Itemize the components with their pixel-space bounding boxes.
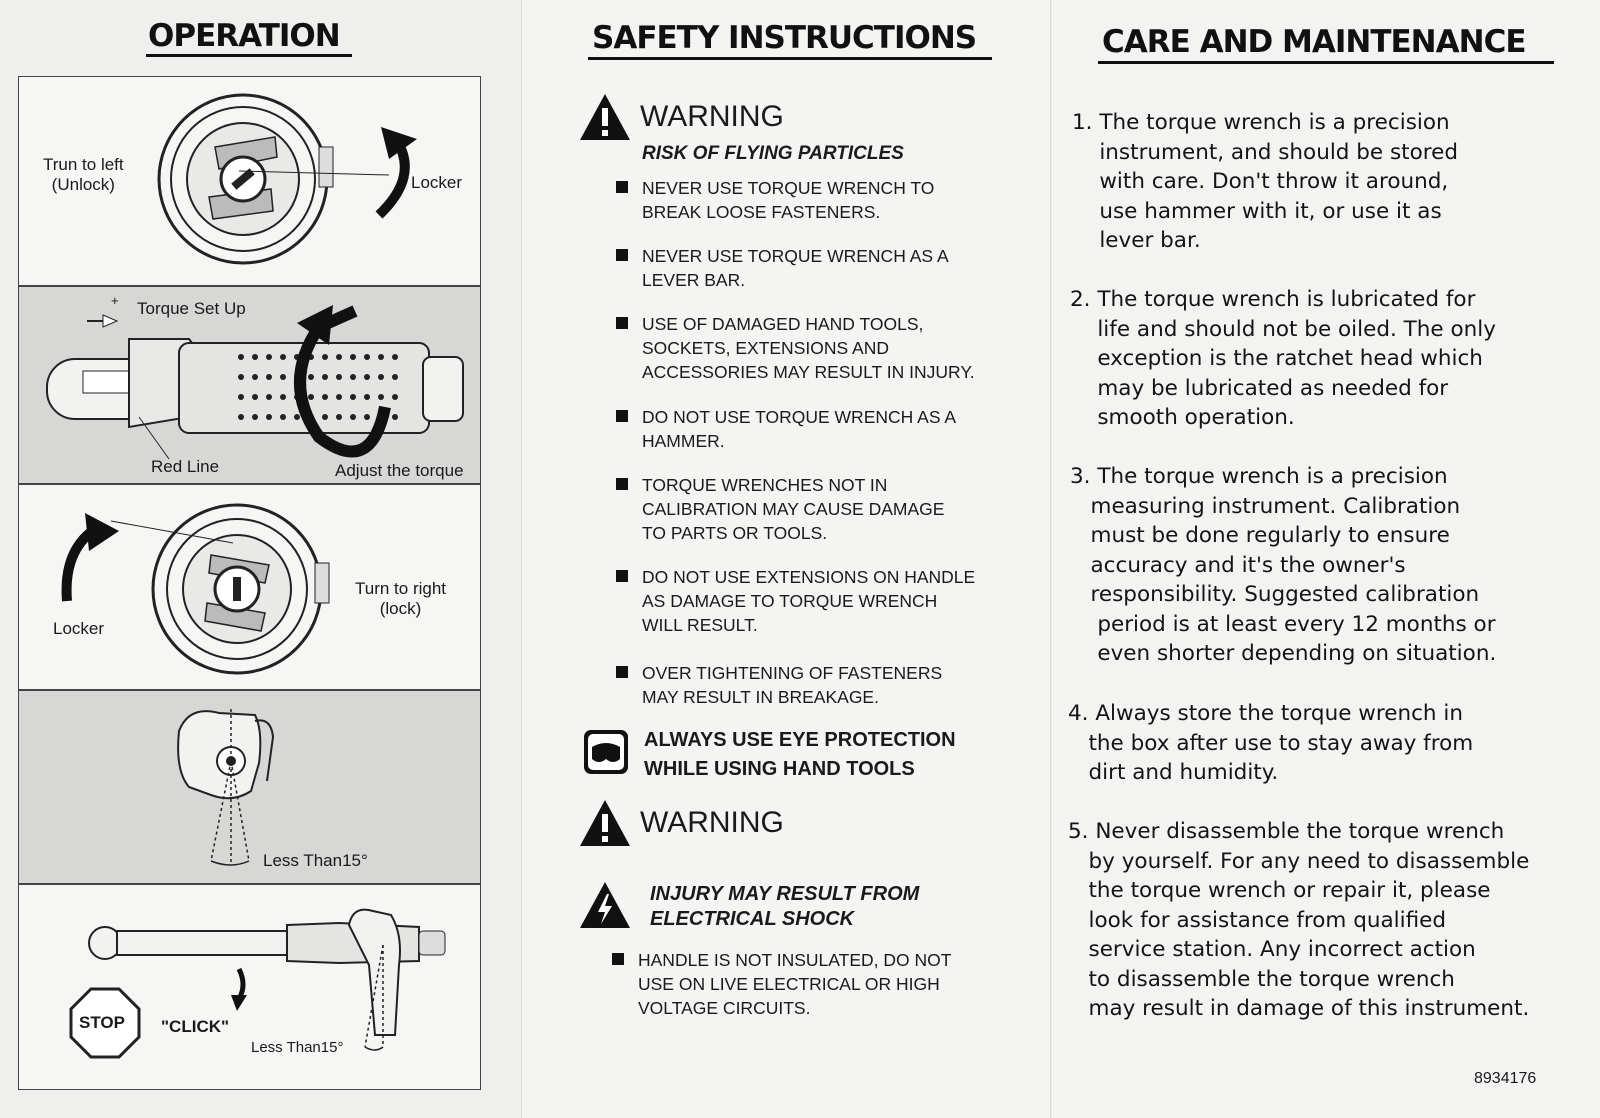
lock-label: Turn to right (lock) (355, 579, 447, 618)
locker-label-1: Locker (411, 173, 463, 192)
safety-item-6 (616, 565, 996, 637)
operation-title: OPERATION (148, 18, 340, 54)
care-title: CARE AND MAINTENANCE (1102, 24, 1526, 60)
safety-item-3-text: USE OF DAMAGED HAND TOOLS, SOCKETS, EXTENSIONS AND ACCESSORIES MAY RESULT IN INJURY. (642, 314, 975, 382)
safety-item-3 (616, 312, 996, 384)
safety-item-8-text: HANDLE IS NOT INSULATED, DO NOT USE ON LIVE ELECTRICAL OR HIGH VOLTAGE CIRCUITS. (638, 950, 952, 1018)
bullet-icon (616, 249, 628, 261)
care-item-1: 1. The torque wrench is a precision instrument, and should be stored with care. Don't throw it around, use hammer with it, or use it as lever bar. (1072, 110, 1459, 253)
locker-label-2: Locker (53, 619, 105, 638)
care-item-5: 5. Never disassemble the torque wrench by yourself. For any need to disassemble the torque wrench or repair it, please look for assistance from qualified service station. Any incorrect action to disassemble the torque wrench may result in damage of this instrument. (1068, 819, 1530, 1021)
unlock-label: Trun to left (Unlock) (43, 155, 124, 194)
red-line-label: Red Line (151, 457, 220, 476)
bullet-icon (616, 181, 628, 193)
bullet-icon (616, 478, 628, 490)
eye-protection-icon (583, 729, 629, 775)
torque-setup-label: Torque Set Up (137, 299, 246, 318)
operation-panel (0, 0, 522, 1118)
care-item-4: 4. Always store the torque wrench in the box after use to stay away from dirt and humidity. (1068, 701, 1474, 785)
safety-item-5 (616, 473, 996, 545)
bullet-icon (612, 953, 624, 965)
safety-title: SAFETY INSTRUCTIONS (592, 20, 977, 56)
step4-angle (18, 690, 481, 884)
operation-title-underline (146, 54, 352, 57)
care-item-2: 2. The torque wrench is lubricated for life and should not be oiled. The only exception is the ratchet head which may be lubricated as needed for smooth operation. (1070, 287, 1496, 430)
electrical-shock-icon (578, 880, 632, 930)
wrench-click-illustration (19, 885, 482, 1091)
safety-item-2-text: NEVER USE TORQUE WRENCH AS A LEVER BAR. (642, 246, 949, 290)
warning-1-word: WARNING (640, 100, 784, 133)
bullet-icon (616, 317, 628, 329)
eye-protection-text: ALWAYS USE EYE PROTECTION WHILE USING HAND TOOLS (644, 729, 956, 780)
warning-1 (578, 92, 784, 142)
care-title-underline (1098, 61, 1554, 64)
warning-2-word: WARNING (640, 806, 784, 839)
hand-ratchet-illustration (19, 691, 482, 885)
warning-triangle-icon (578, 92, 632, 142)
step2-torque-setup (18, 286, 481, 484)
safety-item-4 (616, 405, 996, 453)
bullet-icon (616, 666, 628, 678)
wrench-torque-illustration (19, 287, 482, 485)
safety-title-underline (588, 57, 992, 60)
safety-item-2 (616, 244, 996, 292)
plus-mark: + (111, 293, 119, 308)
safety-item-6-text: DO NOT USE EXTENSIONS ON HANDLE AS DAMAGE TO TORQUE WRENCH WILL RESULT. (642, 567, 976, 635)
warning-triangle-icon (578, 798, 632, 848)
safety-item-1-text: NEVER USE TORQUE WRENCH TO BREAK LOOSE FASTENERS. (642, 178, 935, 222)
bullet-icon (616, 570, 628, 582)
safety-item-1 (616, 176, 996, 224)
step3-lock (18, 484, 481, 690)
document-code: 8934176 (1474, 1070, 1537, 1087)
step1-unlock (18, 76, 481, 286)
adjust-torque-label: Adjust the torque (335, 461, 464, 480)
risk-flying-particles: RISK OF FLYING PARTICLES (642, 143, 904, 164)
click-label: "CLICK" (161, 1017, 230, 1036)
warning-2 (578, 798, 784, 848)
safety-item-8 (612, 948, 992, 1020)
safety-item-4-text: DO NOT USE TORQUE WRENCH AS A HAMMER. (642, 407, 957, 451)
electrical-shock-text: INJURY MAY RESULT FROM ELECTRICAL SHOCK (650, 883, 920, 930)
angle-label-2: Less Than15° (251, 1039, 344, 1056)
bullet-icon (616, 410, 628, 422)
safety-item-5-text: TORQUE WRENCHES NOT IN CALIBRATION MAY CAUSE DAMAGE TO PARTS OR TOOLS. (642, 475, 945, 543)
safety-item-7-text: OVER TIGHTENING OF FASTENERS MAY RESULT IN BREAKAGE. (642, 663, 943, 707)
stop-sign-text: STOP (79, 1013, 125, 1032)
care-item-3: 3. The torque wrench is a precision measuring instrument. Calibration must be done regularly to ensure accuracy and it's the owner's responsibility. Suggested calibration period is at least every 12 months or even shorter depending on situation. (1070, 464, 1497, 666)
safety-item-7 (616, 661, 996, 709)
angle-label-1: Less Than15° (263, 851, 368, 870)
step5-click (18, 884, 481, 1090)
